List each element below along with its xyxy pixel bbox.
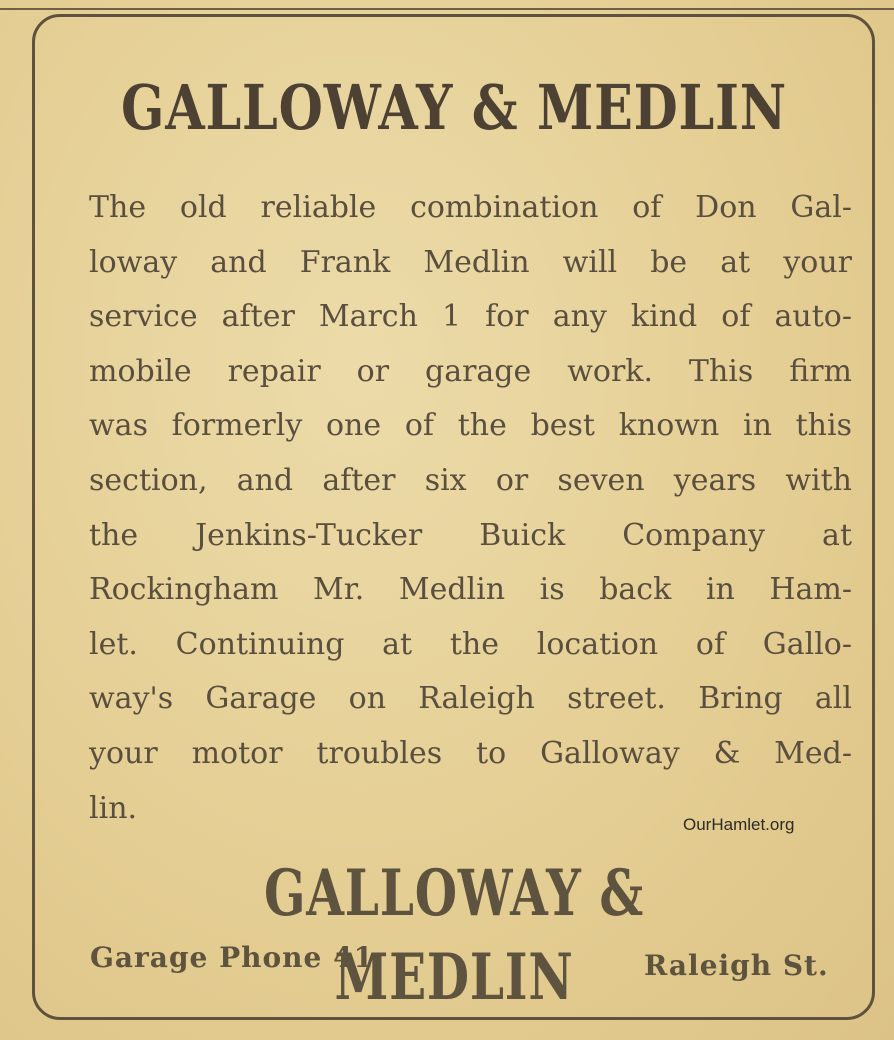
ad-body-line: the Jenkins-Tucker Buick Company at	[89, 517, 852, 553]
ad-body-line: section, and after six or seven years with	[89, 462, 852, 498]
ad-signature: GALLOWAY & MEDLIN	[263, 856, 645, 1015]
ad-headline: GALLOWAY & MEDLIN	[120, 71, 788, 144]
ad-body-line: mobile repair or garage work. This firm	[89, 353, 852, 389]
ad-body-line: your motor troubles to Galloway & Med-	[89, 735, 852, 771]
watermark: OurHamlet.org	[683, 815, 795, 834]
top-rule	[0, 8, 894, 10]
ad-body-line: way's Garage on Raleigh street. Bring all	[89, 681, 852, 717]
ad-body-line: let. Continuing at the location of Gallo-	[89, 626, 852, 662]
ad-body-line: lin.	[89, 790, 138, 826]
ad-body-line: Rockingham Mr. Medlin is back in Ham-	[89, 572, 852, 608]
street-address: Raleigh St.	[644, 949, 829, 982]
ad-body-line: service after March 1 for any kind of auto-	[89, 299, 852, 335]
ad-body-line: The old reliable combination of Don Gal-	[89, 190, 852, 225]
ad-body-line: loway and Frank Medlin will be at your	[89, 244, 852, 280]
ad-body-line: was formerly one of the best known in this	[89, 408, 852, 444]
ad-body	[89, 181, 852, 836]
garage-phone: Garage Phone 41	[90, 941, 375, 974]
